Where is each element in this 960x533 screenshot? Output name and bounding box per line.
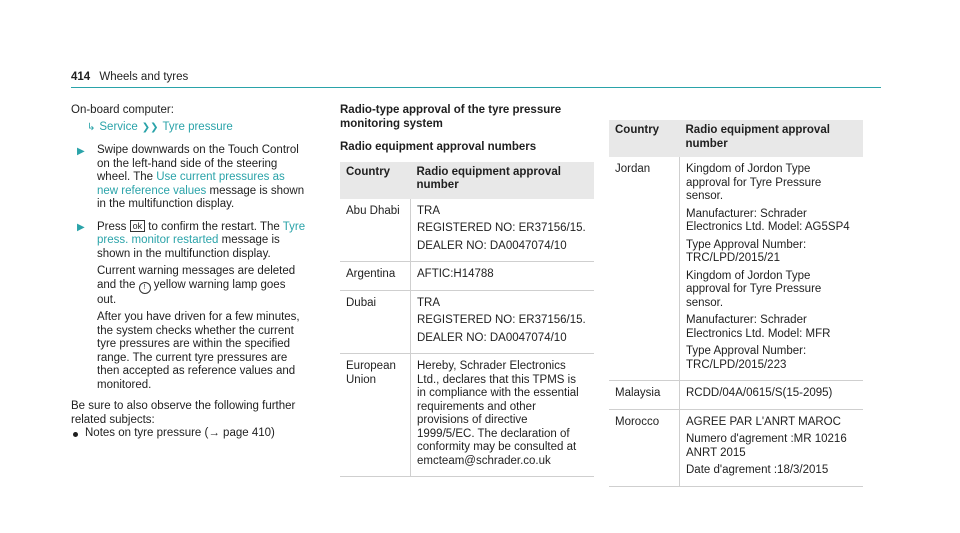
number-cell xyxy=(680,157,864,381)
number-line: REGISTERED NO: ER37156/15. xyxy=(417,222,586,234)
table-row xyxy=(340,354,594,477)
number-line: Manufacturer: Schrader Electronics Ltd. Model: AG5SP4 xyxy=(686,207,850,233)
country-cell: Morocco xyxy=(609,409,680,486)
number-cell xyxy=(411,262,595,291)
number-line: Kingdom of Jordon Type approval for Tyre Pressure sensor. xyxy=(686,269,822,309)
menu-path-arrow-icon: ↳ xyxy=(87,121,96,133)
page-header xyxy=(71,71,188,83)
menu-path xyxy=(87,121,307,135)
country-cell: Malaysia xyxy=(609,381,680,410)
tyre-warning-lamp-icon: ! xyxy=(139,282,151,294)
number-line: Hereby, Schrader Electronics Ltd., declares that this TPMS is in compliance with the essential requirements and other provisions of directive 1999/5/EC. The declaration of conformity may be consulted at emcteam@schrader.co.uk xyxy=(417,360,579,467)
step-1-text-a: Swipe downwards on the Touch Control on the left-hand side of the steering wheel. The xyxy=(97,144,299,183)
step-play-icon: ▶ xyxy=(77,146,85,157)
number-cell xyxy=(411,199,595,262)
country-cell: Abu Dhabi xyxy=(340,199,411,262)
table-row xyxy=(609,409,863,486)
column-header-number: Radio equipment approval number xyxy=(411,162,595,199)
number-cell xyxy=(411,354,595,477)
table-row xyxy=(340,262,594,291)
number-line: AFTIC:H14788 xyxy=(417,268,494,280)
ok-key-icon: ok xyxy=(130,220,146,232)
number-line: AGREE PAR L'ANRT MAROC xyxy=(686,415,841,428)
table-row xyxy=(340,290,594,354)
page-number: 414 xyxy=(71,71,91,83)
number-line: Type Approval Number: TRC/LPD/2015/21 xyxy=(686,238,807,264)
number-cell xyxy=(680,409,864,486)
number-line: Manufacturer: Schrader Electronics Ltd. Model: MFR xyxy=(686,314,831,340)
column-header-number: Radio equipment approval number xyxy=(680,120,864,157)
approval-table-2 xyxy=(609,120,863,487)
column-header-country: Country xyxy=(340,162,411,199)
instructions-column xyxy=(71,104,307,441)
country-cell: Jordan xyxy=(609,157,680,381)
approval-table-1 xyxy=(340,162,594,478)
table-header-row xyxy=(340,162,594,199)
country-cell: Dubai xyxy=(340,290,411,354)
step-2-text-b: to confirm the restart. The xyxy=(145,220,283,233)
table-row xyxy=(609,381,863,410)
step-2 xyxy=(71,220,307,393)
number-line: TRA xyxy=(417,204,440,217)
header-divider xyxy=(71,87,881,88)
step-2-text-c: message is shown in the multifunction display. xyxy=(97,234,280,260)
step-2-display-message: Tyre press. monitor restarted xyxy=(97,220,306,246)
approval-subheading: Radio equipment approval numbers xyxy=(340,141,537,153)
menu-path-chevron-icon: ❯❯ xyxy=(141,121,159,133)
step-1 xyxy=(71,144,307,212)
menu-path-service: Service xyxy=(99,120,138,133)
number-line: Date d'agrement :18/3/2015 xyxy=(686,464,829,476)
table-row xyxy=(340,199,594,262)
bullet-dot-icon xyxy=(73,432,78,437)
observe-text: Be sure to also observe the following further related subjects: xyxy=(71,400,296,426)
number-cell xyxy=(411,290,595,354)
number-line: Numero d'agrement :MR 10216 ANRT 2015 xyxy=(686,433,847,459)
country-cell: Argentina xyxy=(340,262,411,291)
approval-heading: Radio-type approval of the tyre pressure monitoring system xyxy=(340,104,562,130)
number-cell xyxy=(680,381,864,410)
step-2-para2-a: Current warning messages are deleted and the xyxy=(97,265,296,291)
approval-column xyxy=(340,104,594,477)
number-line: DEALER NO: DA0047074/10 xyxy=(417,331,567,344)
section-title: Wheels and tyres xyxy=(99,71,189,83)
step-1-text-b: message is shown in the multifunction display. xyxy=(97,184,305,210)
table-row xyxy=(609,157,863,381)
step-2-text-a: Press xyxy=(97,220,130,233)
number-line: DEALER NO: DA0047074/10 xyxy=(417,239,567,252)
step-play-icon: ▶ xyxy=(77,221,85,233)
step-1-display-message: Use current pressures as new reference values xyxy=(97,171,285,197)
approval-column-continued xyxy=(609,120,863,487)
related-topic-link[interactable]: Notes on tyre pressure (→ page 410) xyxy=(85,427,275,439)
number-line: RCDD/04A/0615/S(15-2095) xyxy=(686,387,833,399)
country-cell: European Union xyxy=(340,354,411,477)
number-line: Kingdom of Jordon Type approval for Tyre Pressure sensor. xyxy=(686,163,822,202)
number-line: Type Approval Number: TRC/LPD/2015/223 xyxy=(686,345,807,371)
step-2-para2-b: yellow warning lamp goes out. xyxy=(97,278,286,306)
table-header-row xyxy=(609,120,863,157)
menu-path-tyre-pressure: Tyre pressure xyxy=(162,120,233,133)
intro-text: On-board computer: xyxy=(71,104,174,116)
step-2-para3: After you have driven for a few minutes, the system checks whether the current tyre pressures are within the specified range. The current tyre pressures are then accepted as reference values and monitored. xyxy=(97,311,300,391)
number-line: REGISTERED NO: ER37156/15. xyxy=(417,314,586,326)
related-topic-bullet xyxy=(71,427,307,441)
column-header-country: Country xyxy=(609,120,680,157)
number-line: TRA xyxy=(417,296,440,309)
